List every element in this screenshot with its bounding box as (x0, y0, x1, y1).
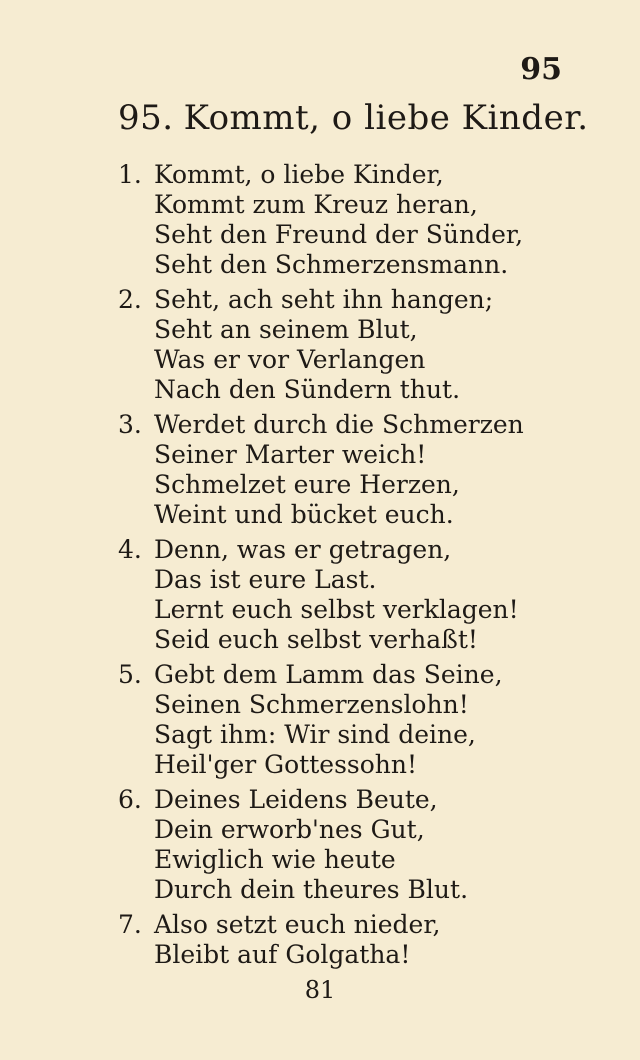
stanza-number: 6. (118, 785, 142, 814)
verse-line: Gebt dem Lamm das Seine, (154, 660, 503, 689)
stanza-number: 3. (118, 410, 142, 439)
stanza-number: 7. (118, 910, 142, 939)
hymn-title-text: Kommt, o liebe Kinder. (183, 98, 589, 138)
verse-line: Dein erworb'nes Gut, (154, 815, 425, 844)
verse-line: Deines Leidens Beute, (154, 785, 438, 814)
stanza-number: 1. (118, 160, 142, 189)
verse-line: Seiner Marter weich! (154, 440, 427, 469)
verse-line: Seid euch selbst verhaßt! (154, 625, 478, 654)
verse-line: Weint und bücket euch. (154, 500, 454, 529)
verse-line: Denn, was er getragen, (154, 535, 452, 564)
verse-line: Ewiglich wie heute (154, 845, 396, 874)
stanza-number: 5. (118, 660, 142, 689)
verse-line: Lernt euch selbst verklagen! (154, 595, 519, 624)
verse-line: Seinen Schmerzenslohn! (154, 690, 469, 719)
running-hymn-number: 95 (520, 52, 562, 87)
stanza-2 (118, 285, 538, 405)
stanza-7 (118, 910, 538, 970)
verse-line: Schmelzet eure Herzen, (154, 470, 460, 499)
verse-line: Heil'ger Gottessohn! (154, 750, 418, 779)
verse-line: Kommt zum Kreuz heran, (154, 190, 478, 219)
verse-line: Seht den Schmerzensmann. (154, 250, 509, 279)
verse-line: Das ist eure Last. (154, 565, 377, 594)
verse-line: Kommt, o liebe Kinder, (154, 160, 444, 189)
hymn-title-number: 95. (118, 98, 174, 138)
verse-line: Seht, ach seht ihn hangen; (154, 285, 494, 314)
stanza-5 (118, 660, 538, 780)
verse-line: Werdet durch die Schmerzen (154, 410, 524, 439)
verse-line: Was er vor Verlangen (154, 345, 426, 374)
verse-line: Durch dein theures Blut. (154, 875, 469, 904)
page-number: 81 (304, 976, 336, 1004)
stanza-number: 4. (118, 535, 142, 564)
verse-line: Bleibt auf Golgatha! (154, 940, 411, 969)
stanza-3 (118, 410, 538, 530)
stanza-4 (118, 535, 538, 655)
hymn-title (118, 98, 589, 138)
verse-line: Nach den Sündern thut. (154, 375, 461, 404)
stanza-6 (118, 785, 538, 905)
stanza-number: 2. (118, 285, 142, 314)
verse-line: Seht den Freund der Sünder, (154, 220, 524, 249)
verse-line: Seht an seinem Blut, (154, 315, 418, 344)
verse-line: Sagt ihm: Wir sind deine, (154, 720, 476, 749)
verse-line: Also setzt euch nieder, (154, 910, 441, 939)
stanza-1 (118, 160, 538, 280)
